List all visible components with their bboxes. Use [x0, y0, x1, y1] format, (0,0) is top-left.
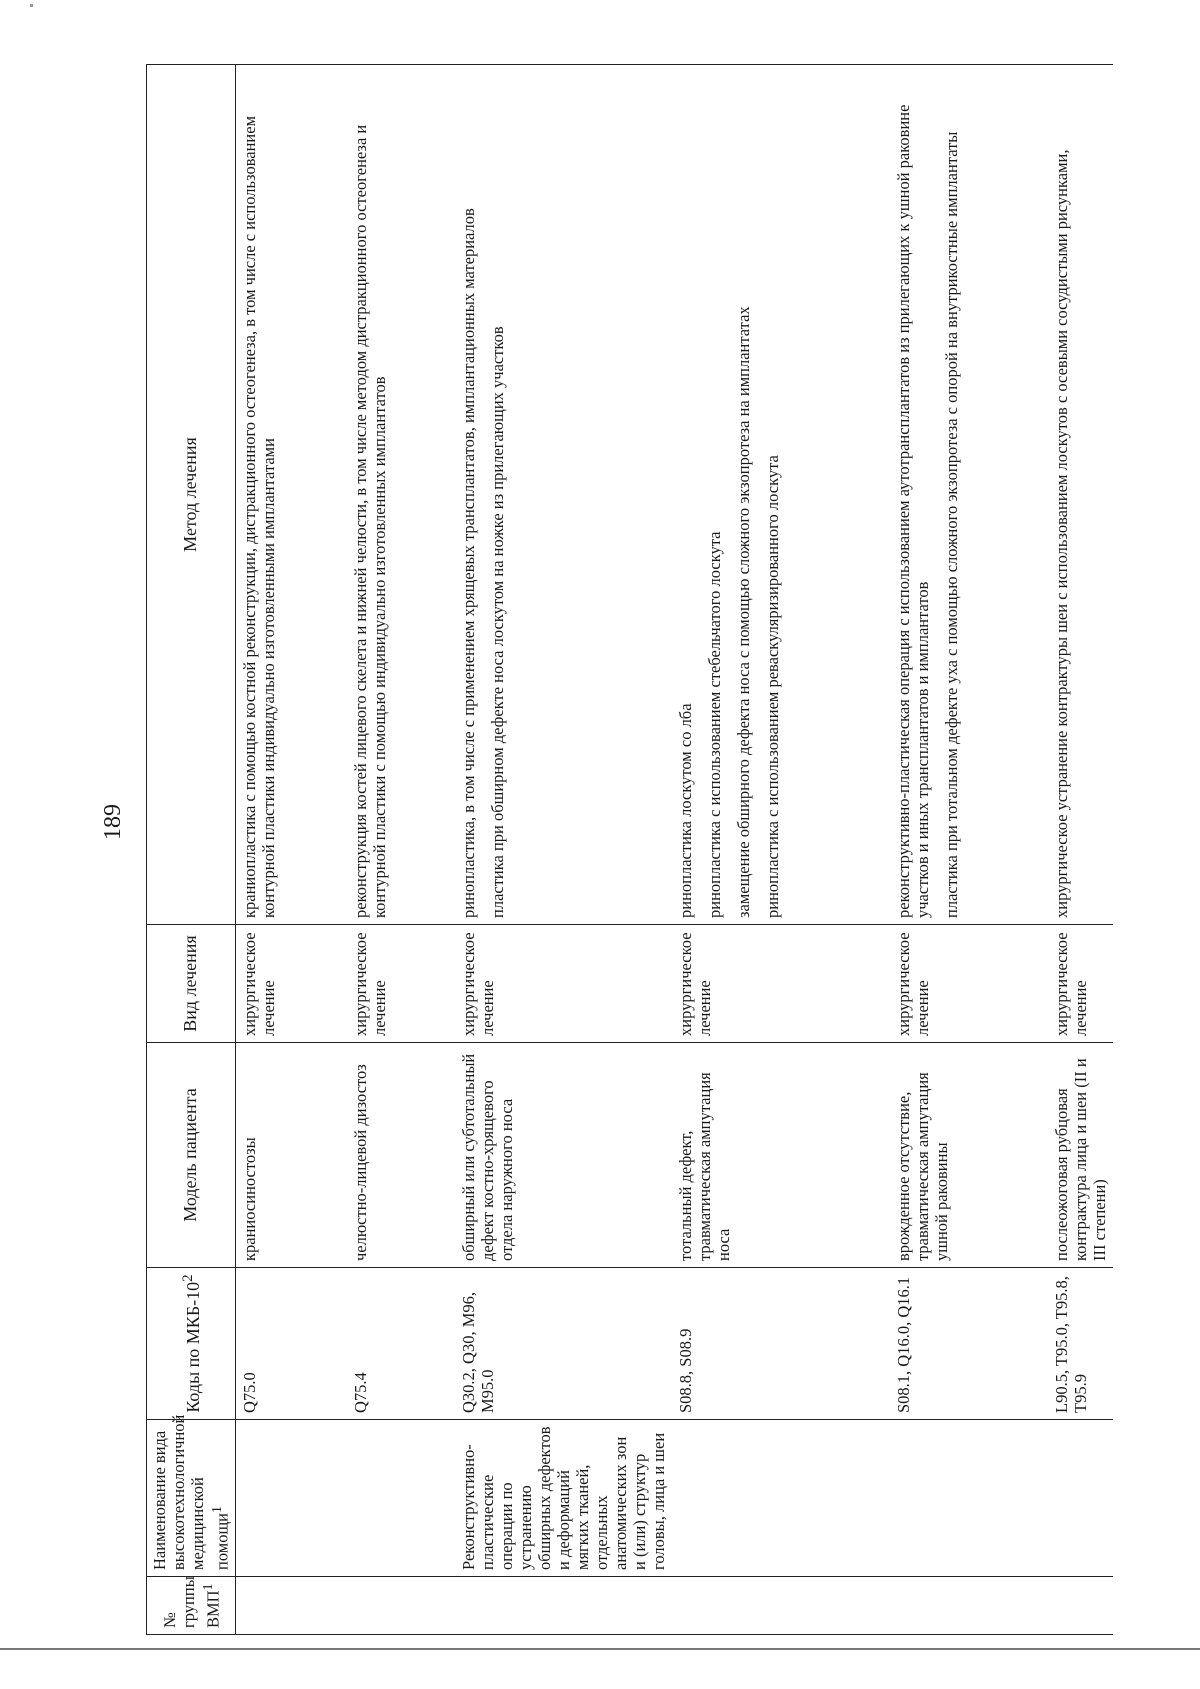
cell-treatment-method [235, 65, 347, 925]
table-row [1048, 65, 1113, 1635]
method-item: хирургическое устранение контрактуры шеи с использованием лоскутов с осевыми сосудистыми рисунками, [1052, 149, 1071, 918]
header-patient-model: Модель пациента [147, 1043, 236, 1268]
cell-icd-codes: S08.8, S08.9 [672, 1268, 890, 1420]
cell-treatment-method [672, 65, 890, 925]
cell-vmp-name [235, 1420, 347, 1577]
cell-treatment-kind: хирургическое лечение [455, 925, 672, 1043]
cell-patient-model: тотальный дефект, травматическая ампутация носа [672, 1043, 890, 1268]
cell-patient-model: обширный или субтотальный дефект костно-хрящевого отдела наружного носа [455, 1043, 672, 1268]
rotated-table-container [146, 65, 1109, 1635]
table-row [347, 65, 455, 1635]
cell-patient-model: послеожоговая рубцовая контрактура лица и шеи (II и III степени) [1048, 1043, 1113, 1268]
vmp-table [146, 64, 1113, 1635]
cell-treatment-method [1048, 65, 1113, 925]
method-item: ринопластика с использованием стебельчатого лоскута [705, 531, 724, 918]
cell-vmp-name: Реконструктивно-пластические операции по устранению обширных дефектов и деформаций мягких тканей, отдельных анатомических зон и (или) структур головы, лица и шеи [455, 1420, 672, 1577]
scan-edge-line [0, 1648, 1200, 1650]
cell-vmp-name [347, 1420, 455, 1577]
header-row [147, 65, 236, 1635]
cell-treatment-kind: хирургическое лечение [1048, 925, 1113, 1043]
scan-speck [30, 4, 33, 7]
cell-vmp-name [1048, 1420, 1113, 1577]
cell-patient-model: краниосиностозы [235, 1043, 347, 1268]
cell-group-number [1048, 1577, 1113, 1635]
page-number: 189 [100, 804, 126, 840]
cell-group-number [890, 1577, 1048, 1635]
header-icd-codes: Коды по МКБ-$10^2$ [147, 1268, 236, 1420]
cell-group-number [672, 1577, 890, 1635]
table-row [890, 65, 1048, 1635]
cell-vmp-name [890, 1420, 1048, 1577]
cell-treatment-kind: хирургическое лечение [890, 925, 1048, 1043]
header-group-number: № группы ВМП$^1$ [147, 1577, 236, 1635]
cell-group-number [347, 1577, 455, 1635]
method-item: пластика при тотальном дефекте уха с помощью сложного экзопротеза с опорой на внутрикостные имплантаты [942, 131, 961, 918]
method-item: ринопластика с использованием реваскуляризированного лоскута [763, 455, 782, 918]
method-item: ринопластика, в том числе с применением хрящевых трансплантатов, имплантационных материалов [459, 208, 478, 918]
cell-treatment-method [347, 65, 455, 925]
method-item: пластика при обширном дефекте носа лоскутом на ножке из прилегающих участков [488, 326, 507, 918]
cell-treatment-kind: хирургическое лечение [235, 925, 347, 1043]
cell-icd-codes: Q75.0 [235, 1268, 347, 1420]
cell-treatment-method [890, 65, 1048, 925]
cell-icd-codes: Q30.2, Q30, M96, M95.0 [455, 1268, 672, 1420]
cell-treatment-kind: хирургическое лечение [672, 925, 890, 1043]
cell-patient-model: челюстно-лицевой дизостоз [347, 1043, 455, 1268]
cell-group-number [235, 1577, 347, 1635]
method-item: реконструктивно-пластическая операция с использованием аутотрансплантатов из прилегающих к ушной раковине участков и иных трансплантатов и имплантатов [894, 104, 932, 918]
method-item: ринопластика лоскутом со лба [676, 703, 695, 918]
cell-patient-model: врожденное отсутствие, травматическая ампутация ушной раковины [890, 1043, 1048, 1268]
method-item: краниопластика с помощью костной реконструкции, дистракционного остеогенеза, в том числе с использованием контурной пластики индивидуально изготовленными имплантатами [239, 115, 278, 918]
cell-treatment-method [455, 65, 672, 925]
method-item: реконструкция костей лицевого скелета и нижней челюсти, в том числе методом дистракционного остеогенеза и контурной пластики с помощью индивидуально изготовленных имплантатов [351, 124, 389, 918]
cell-treatment-kind: хирургическое лечение [347, 925, 455, 1043]
header-treatment-method: Метод лечения [147, 65, 236, 925]
cell-icd-codes: S08.1, Q16.0, Q16.1 [890, 1268, 1048, 1420]
table-row [672, 65, 890, 1635]
cell-group-number [455, 1577, 672, 1635]
table-row [455, 65, 672, 1635]
header-vmp-name: Наименование вида высокотехнологичной медицинской помощи$^1$ [147, 1420, 236, 1577]
table-row [235, 65, 347, 1635]
header-treatment-kind: Вид лечения [147, 925, 236, 1043]
cell-icd-codes: L90.5, T95.0, T95.8, T95.9 [1048, 1268, 1113, 1420]
cell-vmp-name [672, 1420, 890, 1577]
method-item: замещение обширного дефекта носа с помощью сложного экзопротеза на имплантатах [734, 306, 753, 918]
cell-icd-codes: Q75.4 [347, 1268, 455, 1420]
